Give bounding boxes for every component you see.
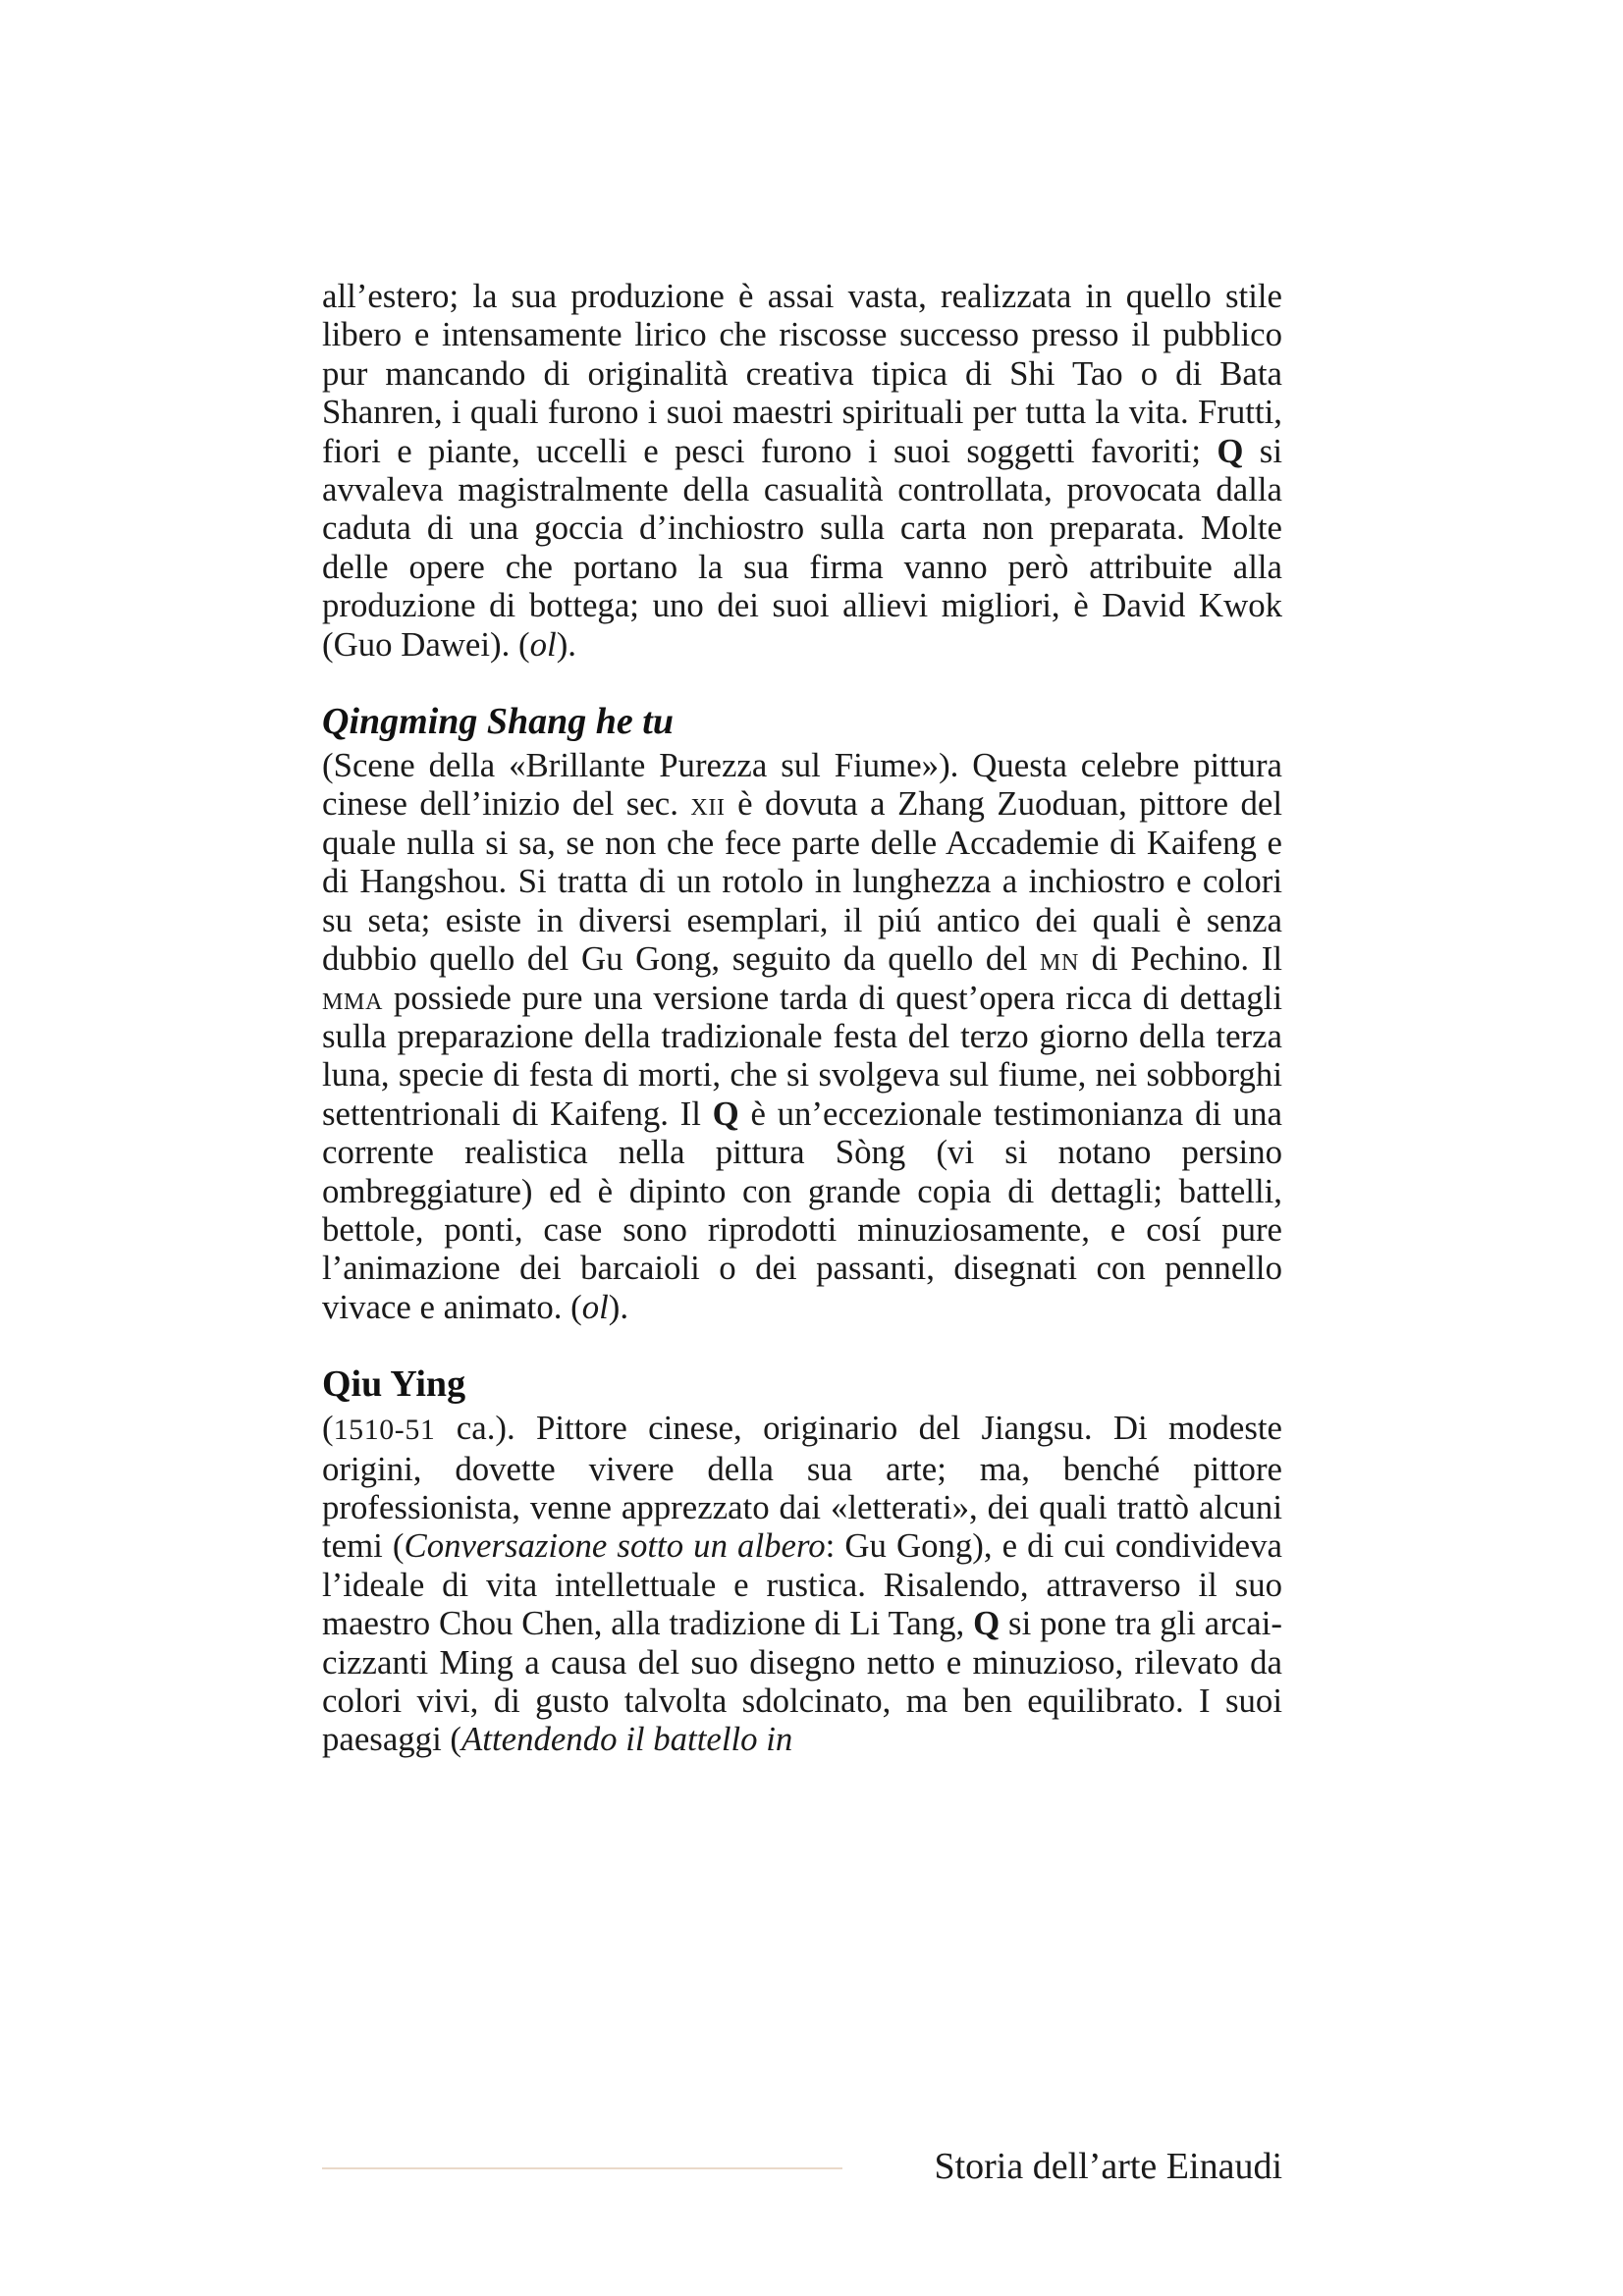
entry-text-4: possiede pure una versione tarda di quest’opera ricca di dettagli sulla preparazione della tradizionale festa del terzo giorno della terza luna, specie di festa di morti, che si svolgeva sul fiume, nei sobborghi settentrionali di Kaifeng. Il	[322, 978, 1282, 1133]
entry-initial-q: Q	[712, 1094, 739, 1133]
entry-qiu-ying	[322, 1363, 1282, 1759]
entry-text-1: ca.). Pittore cinese, originario del Jiangsu. Di modeste origini, dovette vivere della sua arte; ma, benché pittore professionista, venne apprezzato dai «letterati», dei quali trattò alcuni temi (	[322, 1409, 1282, 1566]
page-text	[322, 277, 1282, 1759]
entry-body	[322, 746, 1282, 1326]
artwork-title: Attendendo il battello in	[461, 1720, 793, 1759]
entry-text-6: ).	[608, 1287, 629, 1326]
entry-initial-q: Q	[1217, 431, 1244, 470]
intro-paragraph	[322, 277, 1282, 664]
intro-text-2: si avvaleva magistralmente della casualità controllata, provocata dalla caduta di una goccia d’inchiostro sulla carta non preparata. Molte delle opere che portano la sua firma vanno però attribuite alla produzione di bottega; uno dei suoi allievi migliori, è David Kwok (Guo Dawei). (	[322, 431, 1282, 664]
entry-initial-q: Q	[973, 1604, 1001, 1643]
author-initials: ol	[529, 624, 557, 664]
author-initials: ol	[581, 1287, 609, 1326]
entry-dates: 1510-51	[333, 1414, 436, 1447]
museum-abbr-mn: mn	[1039, 939, 1080, 979]
entry-heading: Qingming Shang he tu	[322, 701, 674, 743]
entry-heading: Qiu Ying	[322, 1363, 466, 1406]
entry-text-2: è dovuta a Zhang Zuoduan, pittore del quale nulla si sa, se non che fece parte delle Accademie di Kaifeng e di Hangshou. Si tratta di un rotolo in lunghezza a inchiostro e colori su seta; esiste in diversi esemplari, il piú antico dei quali è senza dubbio quello del Gu Gong, seguito da quello del	[322, 784, 1282, 979]
entry-text-1: (Scene della «Brillante Purezza sul Fiume»). Questa celebre pittura cinese dell’inizio del sec.	[322, 746, 1282, 824]
entry-text-3: di Pechino. Il	[1079, 939, 1282, 979]
entry-text-5: è un’eccezionale testimonianza di una corrente realistica nella pittura Sòng (vi si notano persino ombreggiature) ed è dipinto con grande copia di dettagli; battelli, bettole, ponti, case sono riprodotti minuziosamente, e cosí pure l’animazione dei barcaioli o dei passanti, disegnati con pennello vivace e animato. (	[322, 1094, 1282, 1326]
museum-abbr-mma: mma	[322, 978, 384, 1017]
intro-text-1: all’estero; la sua produzione è assai vasta, realizzata in quello stile libero e intensamente lirico che riscosse successo presso il pubblico pur mancando di originalità creativa tipica di Shi Tao o di Bata Shanren, i quali furono i suoi maestri spirituali per tutta la vita. Frutti, fiori e piante, uccelli e pesci furono i suoi soggetti favoriti;	[322, 277, 1282, 470]
footer-title: Storia dell’arte Einaudi	[934, 2146, 1282, 2187]
entry-qingming	[322, 701, 1282, 1326]
intro-text-3: ).	[556, 624, 576, 664]
entry-text-3: si pone tra gli arcaicizzanti Ming a causa del suo disegno netto e minuzioso, rilevato da colori vivi, di gusto talvolta sdolcinato, ma ben equilibrato. I suoi paesaggi (	[322, 1604, 1282, 1759]
page-footer	[322, 2144, 1282, 2193]
century-numeral: xii	[690, 784, 726, 824]
footer-rule	[322, 2167, 842, 2169]
artwork-title: Conversazione sotto un albero	[404, 1526, 826, 1566]
entry-text-2: : Gu Gong), e di cui condivideva l’ideale di vita intellettuale e rustica. Risalendo, attraverso il suo maestro Chou Chen, alla tradizione di Li Tang,	[322, 1526, 1282, 1643]
entry-body: (1510-51 ca.). Pittore cinese, originario del Jiangsu. Di modeste origini, dovette vivere della sua arte; ma, benché pittore professionista, venne apprezzato dai «letterati», dei quali trattò alcuni temi (Conversazione sotto un albero: Gu Gong), e di cui condivideva l’ideale di vita intellettuale e rustica. Risalendo, attraverso il suo maestro Chou Chen, alla tradizione di Li Tang, Q si pone tra gli arcaicizzanti Ming a causa del suo disegno netto e minuzioso, rilevato da colori vivi, di gusto talvolta sdolcinato, ma ben equilibrato. I suoi paesaggi (Attendendo il battello in	[322, 1409, 1282, 1759]
